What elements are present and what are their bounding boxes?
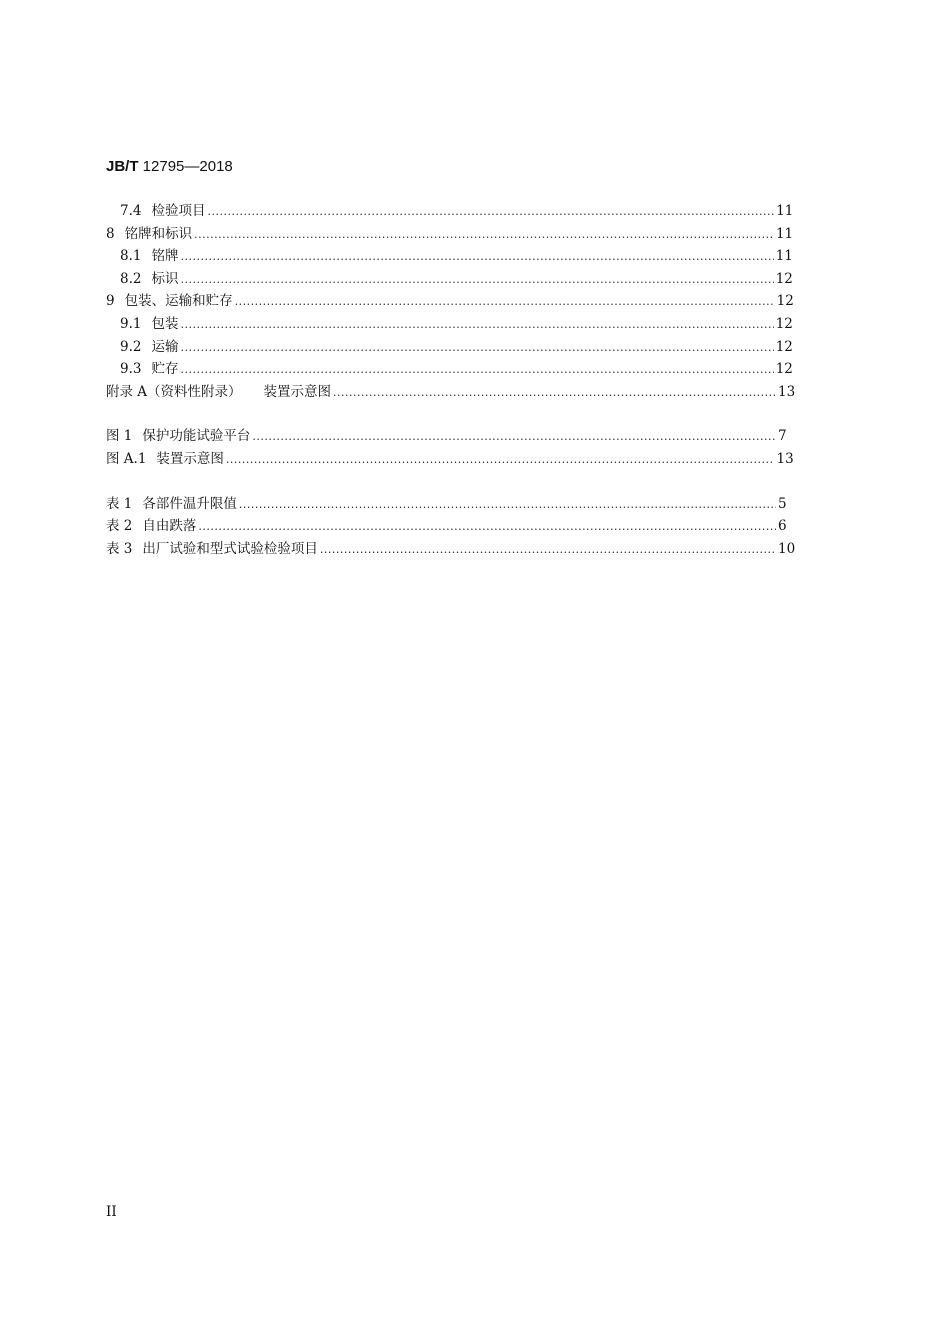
toc-entry-number: 附录 A（资料性附录） xyxy=(106,383,242,400)
toc-entry-9-1[interactable] xyxy=(106,313,793,336)
toc-entry-page: 13 xyxy=(776,450,794,467)
toc-entry-number: 9.3 xyxy=(120,361,142,378)
toc-entry-number: 8 xyxy=(106,225,115,242)
section-gap xyxy=(106,471,786,493)
toc-entry-title: 铭牌和标识 xyxy=(124,225,193,242)
toc-entry-page: 12 xyxy=(775,315,793,332)
toc-entry-title: 装置示意图 xyxy=(263,383,332,400)
toc-entry-title: 包装 xyxy=(151,315,179,332)
section-gap xyxy=(106,403,786,425)
dot-leader xyxy=(226,449,775,472)
toc-entry-number: 图 1 xyxy=(106,428,133,445)
table-of-contents xyxy=(106,200,796,560)
toc-entry-number: 9.2 xyxy=(120,338,142,355)
dot-leader xyxy=(180,337,773,360)
toc-entry-figure-1[interactable] xyxy=(106,425,786,448)
toc-entry-number: 图 A.1 xyxy=(106,450,147,467)
toc-entry-page: 12 xyxy=(775,361,793,378)
dot-leader xyxy=(180,269,773,292)
toc-entry-8-2[interactable] xyxy=(106,268,793,291)
toc-entry-table-1[interactable] xyxy=(106,493,786,516)
toc-entry-number: 7.4 xyxy=(120,203,142,219)
toc-entry-page: 10 xyxy=(778,540,796,557)
toc-entry-page: 12 xyxy=(775,270,793,287)
toc-entry-title: 各部件温升限值 xyxy=(142,495,237,512)
toc-entry-title: 自由跌落 xyxy=(142,518,197,535)
dot-leader xyxy=(180,359,773,382)
toc-entry-figure-a-1[interactable] xyxy=(106,448,794,471)
toc-entry-page: 5 xyxy=(778,495,787,512)
toc-entry-page: 12 xyxy=(776,293,794,310)
dot-leader xyxy=(198,516,776,539)
toc-entry-table-2[interactable] xyxy=(106,515,786,538)
toc-entry-7-4[interactable] xyxy=(106,200,794,223)
toc-entry-number: 表 3 xyxy=(106,540,133,557)
toc-entry-number: 表 2 xyxy=(106,518,133,535)
toc-entry-title: 出厂试验和型式试验检验项目 xyxy=(142,540,318,557)
document-code-number: 12795—2018 xyxy=(138,158,233,175)
toc-entry-title: 包装、运输和贮存 xyxy=(124,293,233,310)
toc-entry-9-2[interactable] xyxy=(106,336,793,359)
toc-entry-page: 13 xyxy=(778,383,796,400)
toc-entry-9[interactable] xyxy=(106,290,794,313)
toc-entry-8[interactable] xyxy=(106,223,794,246)
page-number: II xyxy=(106,1204,117,1220)
toc-entry-number: 8.1 xyxy=(120,248,142,265)
dot-leader xyxy=(235,291,775,314)
toc-entry-page: 6 xyxy=(778,518,787,535)
toc-entry-title: 铭牌 xyxy=(151,248,179,265)
dot-leader xyxy=(239,494,776,517)
toc-entry-8-1[interactable] xyxy=(106,245,793,268)
toc-entry-table-3[interactable] xyxy=(106,538,796,561)
toc-entry-title: 装置示意图 xyxy=(156,450,224,467)
toc-entry-title: 运输 xyxy=(151,338,179,355)
toc-entry-number: 9 xyxy=(106,293,115,310)
dot-leader xyxy=(252,426,776,449)
toc-entry-number: 9.1 xyxy=(120,315,142,332)
toc-entry-annex-a[interactable] xyxy=(106,381,796,404)
dot-leader xyxy=(194,224,774,247)
toc-entry-title: 检验项目 xyxy=(151,203,206,219)
dot-leader xyxy=(320,539,776,562)
toc-entry-page: 11 xyxy=(775,248,793,265)
toc-entry-title: 贮存 xyxy=(151,361,179,378)
toc-entry-9-3[interactable] xyxy=(106,358,793,381)
dot-leader xyxy=(180,314,773,337)
dot-leader xyxy=(180,246,773,269)
toc-entry-title: 保护功能试验平台 xyxy=(142,428,251,445)
toc-entry-page: 11 xyxy=(776,203,794,219)
toc-entry-page: 12 xyxy=(775,338,793,355)
dot-leader xyxy=(333,382,776,405)
document-code-prefix: JB/T xyxy=(106,158,139,175)
dot-leader xyxy=(207,201,774,224)
toc-entry-number: 表 1 xyxy=(106,495,133,512)
toc-entry-page: 7 xyxy=(778,428,787,445)
toc-entry-number: 8.2 xyxy=(120,270,142,287)
document-code xyxy=(106,158,233,175)
toc-entry-title: 标识 xyxy=(151,270,179,287)
toc-entry-page: 11 xyxy=(775,225,794,242)
